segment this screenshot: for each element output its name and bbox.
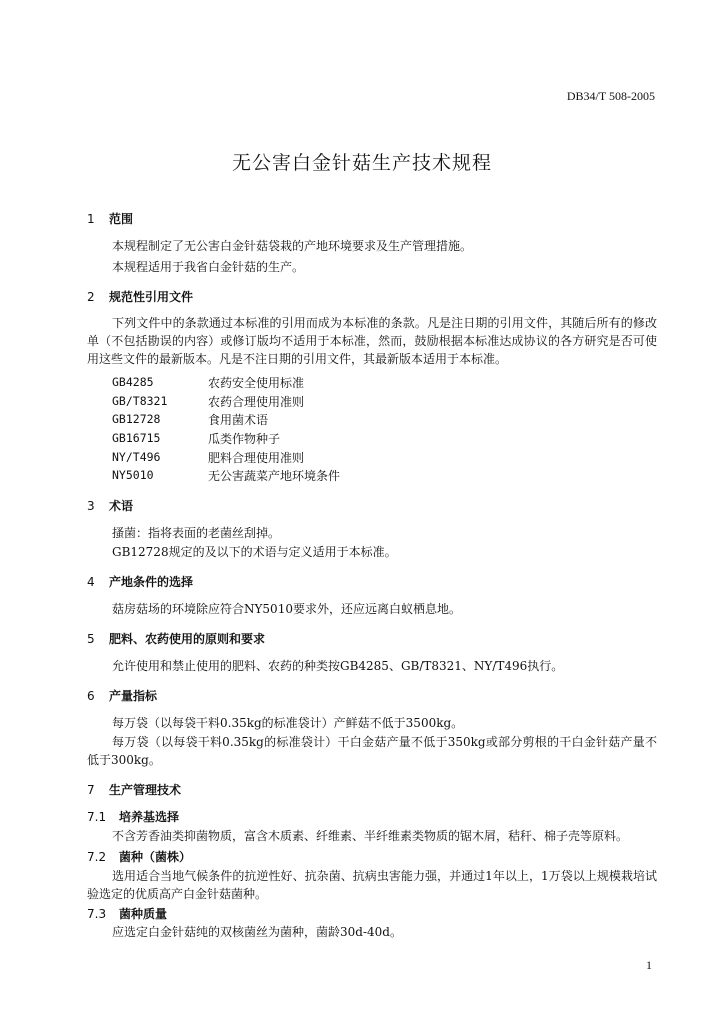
section-7-heading: [87, 781, 181, 798]
reference-name: 食用菌术语: [208, 413, 269, 427]
page-title: 无公害白金针菇生产技术规程: [231, 152, 492, 174]
section-2-heading: [87, 288, 193, 305]
paragraph: 允许使用和禁止使用的肥料、农药的种类按GB4285、GB/T8321、NY/T496执行。: [112, 659, 564, 673]
subsection-title: 培养基选择: [119, 810, 180, 824]
reference-name: 肥料合理使用准则: [208, 451, 305, 465]
section-title: 产量指标: [109, 689, 158, 703]
page-number: 1: [646, 958, 652, 972]
section-number: 3: [87, 499, 95, 513]
paragraph: 不含芳香油类抑菌物质，富含木质素、纤维素、半纤维素类物质的锯木屑，秸秆、棉子壳等原料。: [112, 829, 629, 843]
section-title: 产地条件的选择: [109, 575, 194, 589]
section-6-heading: [87, 687, 157, 704]
section-number: 5: [87, 632, 95, 646]
subsection-title: 菌种质量: [119, 907, 168, 921]
subsection-7-2-heading: [87, 848, 191, 865]
reference-code: NY/T496: [112, 450, 161, 464]
section-title: 范围: [109, 212, 134, 226]
reference-code: GB4285: [112, 375, 154, 389]
paragraph: 搔菌：指将表面的老菌丝刮掉。: [112, 526, 281, 540]
section-3-heading: [87, 497, 133, 514]
section-number: 6: [87, 689, 95, 703]
paragraph: GB12728规定的及以下的术语与定义适用于本标准。: [112, 545, 397, 559]
subsection-7-3-heading: [87, 905, 167, 922]
reference-name: 瓜类作物种子: [208, 432, 281, 446]
section-number: 1: [87, 212, 95, 226]
paragraph: 本规程适用于我省白金针菇的生产。: [112, 260, 305, 274]
paragraph: 菇房菇场的环境除应符合NY5010要求外，还应远离白蚁栖息地。: [112, 602, 461, 616]
reference-code: GB/T8321: [112, 394, 168, 408]
subsection-title: 菌种（菌株）: [119, 850, 192, 864]
reference-name: 农药安全使用标准: [208, 376, 305, 390]
reference-code: NY5010: [112, 468, 154, 482]
paragraph: 每万袋（以每袋干料0.35kg的标准袋计）产鲜菇不低于3500kg。: [112, 716, 464, 730]
section-title: 规范性引用文件: [109, 290, 194, 304]
paragraph: 每万袋（以每袋干料0.35kg的标准袋计）干白金菇产量不低于350kg或部分剪根的干白金针菇产量不低于300kg。: [87, 735, 657, 767]
reference-name: 农药合理使用准则: [208, 395, 305, 409]
section-number: 4: [87, 575, 95, 589]
paragraph: 下列文件中的条款通过本标准的引用而成为本标准的条款。凡是注日期的引用文件，其随后所有的修改单（不包括勘误的内容）或修订版均不适用于本标准，然而，鼓励根据本标准达成协议的各方研究是否可使用这些文件的最新版本。凡是不注日期的引用文件，其最新版本适用于本标准。: [87, 316, 657, 366]
paragraph: 本规程制定了无公害白金针菇袋栽的产地环境要求及生产管理措施。: [112, 239, 473, 253]
subsection-number: 7.1: [87, 810, 107, 824]
subsection-7-1-heading: [87, 808, 179, 825]
section-4-heading: [87, 573, 193, 590]
section-1-heading: [87, 210, 133, 227]
paragraph: 应选定白金针菇纯的双核菌丝为菌种，菌龄30d-40d。: [112, 925, 402, 939]
reference-code: GB16715: [112, 431, 161, 445]
document-number: DB34/T 508-2005: [566, 89, 655, 103]
reference-name: 无公害蔬菜产地环境条件: [208, 469, 341, 483]
reference-code: GB12728: [112, 412, 161, 426]
subsection-number: 7.2: [87, 850, 107, 864]
section-title: 生产管理技术: [109, 783, 182, 797]
paragraph: 选用适合当地气候条件的抗逆性好、抗杂菌、抗病虫害能力强，并通过1年以上，1万袋以上规模栽培试验选定的优质高产白金针菇菌种。: [87, 869, 657, 901]
section-number: 7: [87, 783, 95, 797]
section-5-heading: [87, 630, 265, 647]
section-title: 术语: [109, 499, 134, 513]
section-title: 肥料、农药使用的原则和要求: [109, 632, 266, 646]
section-number: 2: [87, 290, 95, 304]
subsection-number: 7.3: [87, 907, 107, 921]
